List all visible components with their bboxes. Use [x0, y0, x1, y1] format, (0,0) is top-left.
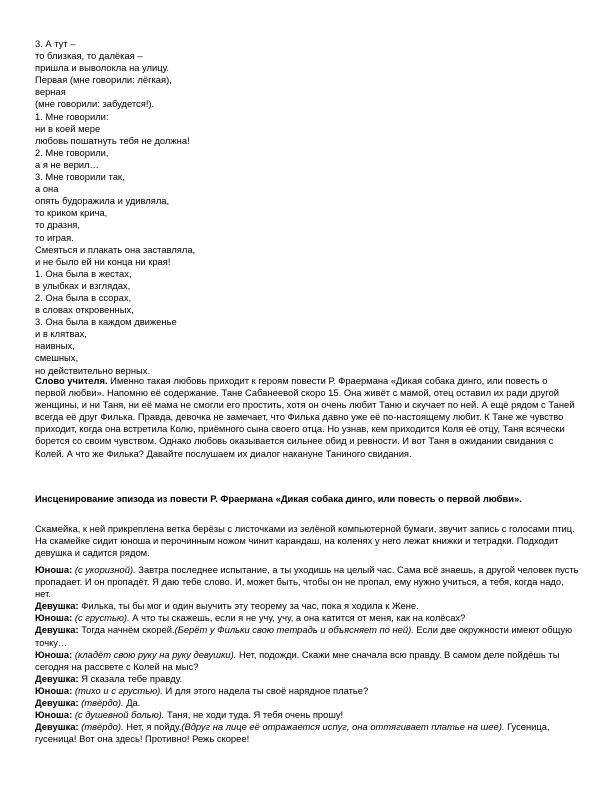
poem-line: и в клятвах, — [35, 328, 87, 340]
dialogue-block — [35, 564, 579, 745]
dialogue-text: Нет, подожди. Скажи мне сначала всю правду. В самом деле пойдёшь ты сегодня на рассвете с Колей на мыс? — [35, 648, 560, 672]
speaker-label: Юноша: — [35, 648, 73, 660]
poem-line: в улыбках и взглядах, — [35, 279, 131, 291]
poem-line: то дразня, — [35, 219, 80, 231]
poem-line: и не было ей ни конца ни края! — [35, 255, 171, 267]
poem-line: 3. Мне говорили так, — [35, 171, 125, 183]
teacher-paragraph — [35, 375, 579, 460]
speaker-label: Девушка: — [35, 672, 79, 684]
dialogue-text: Тогда начнём скорей. — [81, 624, 175, 636]
speaker-label: Юноша: — [35, 709, 73, 721]
poem-line: а она — [35, 183, 59, 195]
dialogue-line — [35, 624, 579, 648]
poem-line: 1. Мне говорили: — [35, 110, 109, 122]
dialogue-text: Нет, я пойду. — [123, 721, 182, 733]
poem-line: 2. Мне говорили, — [35, 146, 109, 158]
poem-line: в словах откровенных, — [35, 304, 134, 316]
dialogue-text: Если две окружности имеют общую точку… — [35, 624, 573, 648]
poem-line: опять будоражила и удивляла, — [35, 195, 170, 207]
poem-line: но действительно верных. — [35, 364, 151, 376]
speaker-label: Юноша: — [35, 612, 73, 624]
dialogue-line — [35, 673, 579, 685]
dialogue-line — [35, 685, 579, 697]
stage-direction: (с грустью). — [74, 612, 130, 624]
speaker-label: Девушка: — [35, 624, 79, 636]
poem-line: наивных, — [35, 340, 75, 352]
stage-direction: (с укоризной). — [74, 564, 136, 575]
poem-line: то близкая, то далёкая – — [35, 50, 143, 62]
poem-line: пришла и выволокла на улицу. — [35, 62, 169, 74]
stage-direction: (твёрдо). — [81, 697, 124, 709]
dialogue-text: А что ты скажешь, если я не учу, учу, а она катится от меня, как на колёсах? — [129, 612, 466, 624]
dialogue-text: Гусеница, гусеница! Вот она здесь! Противно! Режь скорее! — [35, 721, 550, 745]
dialogue-text: Завтра последнее испытание, а ты уходишь на целый час. Сама всё знаешь, а другой человек пусть пропадает. И он пропадёт. Я даю тебе слово. И, может быть, чтобы он не пропал, ему нужно учиться, а тебя, когда надо, нет. — [35, 564, 579, 600]
poem-line: Смеяться и плакать она заставляла, — [35, 243, 196, 255]
teacher-text: Именно такая любовь приходит к героям повести Р. Фраермана «Дикая собака динго, или повесть о первой любви». Напомню её содержание. Тане Сабанеевой скоро 15. Она живёт с мамой, отец оставил их ради другой женщины, и ни Таня, ни её мама не смогли его простить, хотя он очень любит Таню и скучает по ней. А ещё рядом с Таней всегда её друг Филька. Правда, девочка не замечает, что Филька давно уже её по-настоящему любит. К Тане же чувство приходит, когда она встретила Колю, приёмного сына своего отца. Но узнав, кем приходится Коля её отцу, Таня всячески борется со своим чувством. Однако любовь оказывается сильнее обид и ревности. И вот Таня в ожидании свидания с Колей. А что же Филька? Давайте послушаем их диалог накануне Таниного свидания. — [35, 375, 575, 459]
dialogue-line — [35, 600, 579, 612]
poem-line: то криком крича, — [35, 207, 108, 219]
poem-line: то играя. — [35, 231, 74, 243]
speaker-label: Юноша: — [35, 684, 73, 696]
stage-direction: (твёрдо). — [81, 721, 124, 733]
speaker-label: Девушка: — [35, 600, 79, 612]
dialogue-text: Филька, ты бы мог и один выучить эту теорему за час, пока я ходила к Жене. — [81, 600, 419, 612]
poem-line: 2. Она была в ссорах, — [35, 291, 132, 303]
poem-line: а я не верил… — [35, 158, 99, 170]
dialogue-line — [35, 697, 579, 709]
dialogue-line — [35, 564, 579, 600]
scene-description — [35, 523, 579, 559]
poem-line: 3. А тут – — [35, 38, 76, 49]
dialogue-text: Да. — [123, 697, 141, 709]
stage-direction: (Вдруг на лице её отражается испуг, она оттягивает платье на шее). — [181, 721, 505, 733]
poem-line: любовь пошатнуть тебя не должна! — [35, 134, 190, 146]
poem-line: верная — [35, 86, 66, 98]
poem-line: Первая (мне говорили: лёгкая), — [35, 74, 172, 86]
poem-line: смешных, — [35, 352, 79, 364]
dialogue-line — [35, 649, 579, 673]
speaker-label: Девушка: — [35, 697, 79, 709]
dialogue-line — [35, 709, 579, 721]
dialogue-text: И для этого надела ты своё нарядное платье? — [162, 684, 369, 696]
scene-text: Скамейка, к ней прикреплена ветка берёзы с листочками из зелёной компьютерной бумаги, звучит запись с голосами птиц. На скамейке сидит юноша и перочинным ножом чинит карандаш, на коленях у него лежат книжки и тетрадки. Подходит девушка и садится рядом. — [35, 523, 575, 559]
dialogue-line — [35, 612, 579, 624]
staging-heading — [35, 493, 579, 505]
speaker-label: Девушка: — [35, 721, 79, 733]
poem-line: 1. Она была в жестах, — [35, 267, 132, 279]
stage-direction: (Берёт у Фильки свою тетрадь и объясняет по ней). — [174, 624, 414, 636]
poem-line: 3. Она была в каждом движенье — [35, 316, 177, 328]
stage-direction: (тихо и с грустью). — [74, 684, 163, 696]
stage-direction: (кладёт свою руку на руку девушки). — [74, 648, 237, 660]
dialogue-text: Таня, не ходи туда. Я тебя очень прошу! — [164, 709, 344, 721]
poem-line: ни в коей мере — [35, 122, 101, 134]
dialogue-line — [35, 721, 579, 745]
poem-block — [35, 38, 575, 377]
speaker-label: Юноша: — [35, 564, 73, 575]
stage-direction: (с душевной болью). — [74, 709, 165, 721]
staging-heading-text: Инсценирование эпизода из повести Р. Фраермана «Дикая собака динго, или повесть о первой любви». — [35, 493, 522, 504]
dialogue-text: Я сказала тебе правду. — [81, 672, 183, 684]
teacher-label: Слово учителя. — [35, 375, 108, 386]
poem-line: (мне говорили: забудется!). — [35, 98, 155, 110]
